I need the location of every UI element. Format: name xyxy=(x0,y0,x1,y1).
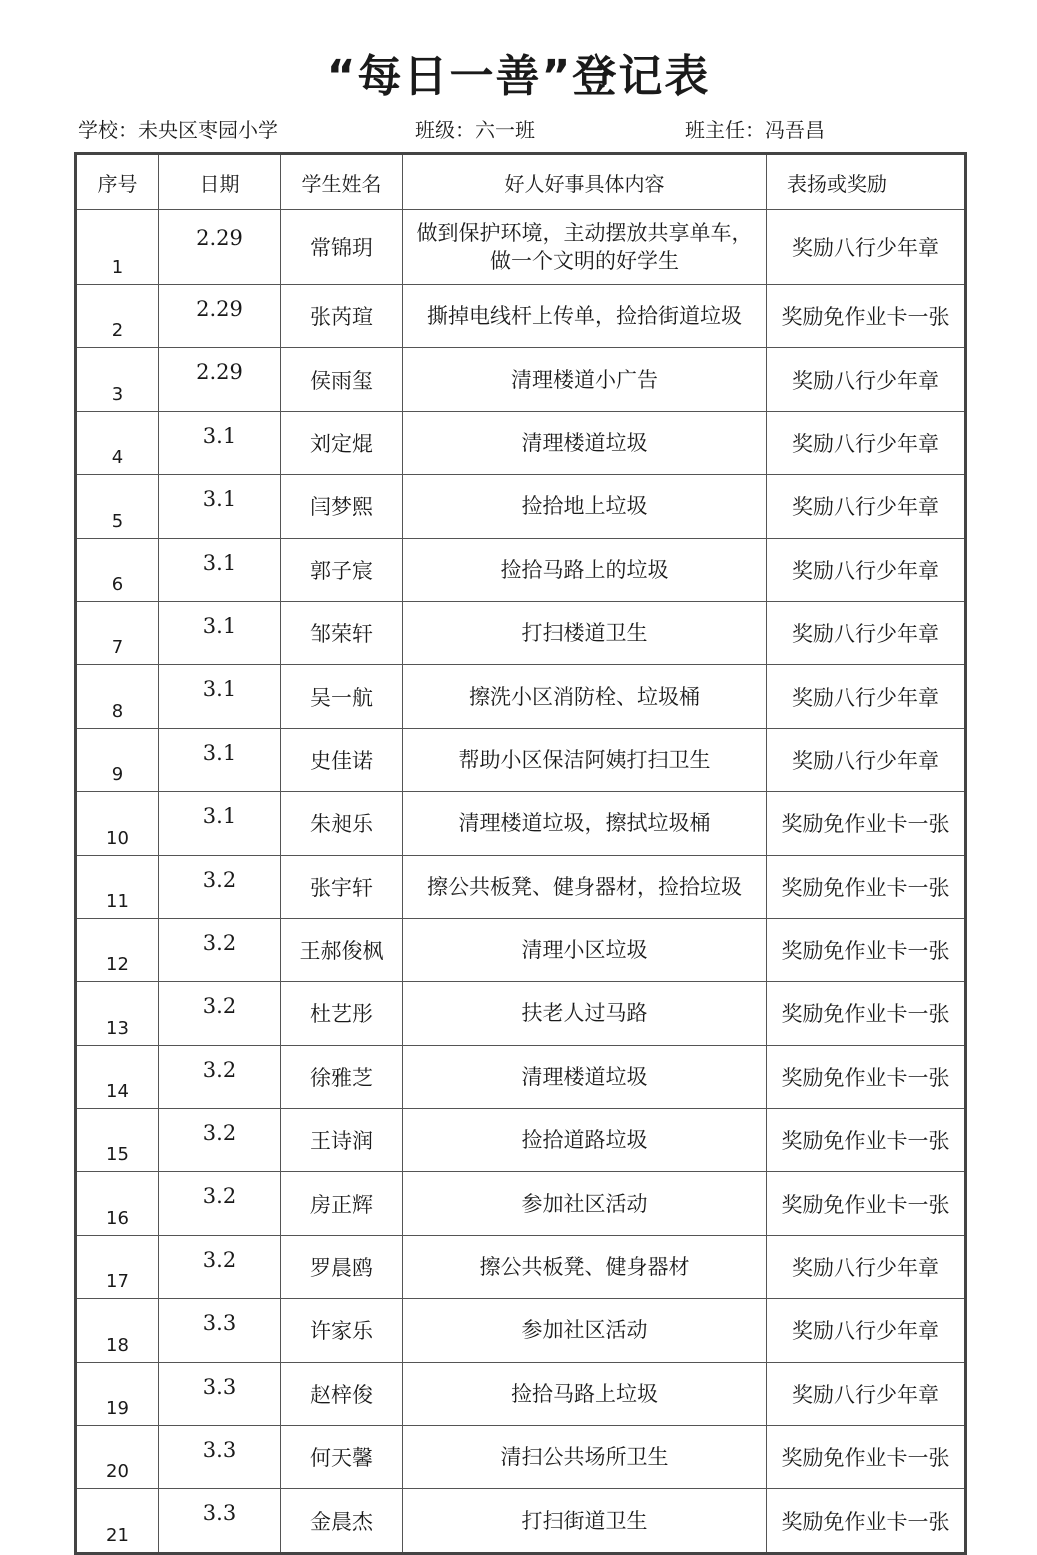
row-student-name: 侯雨玺 xyxy=(281,348,403,411)
teacher-label: 班主任：冯吾昌 xyxy=(685,118,825,142)
row-deed: 擦公共板凳、健身器材 xyxy=(403,1235,767,1298)
row-deed: 捡拾马路上垃圾 xyxy=(403,1362,767,1425)
row-reward: 奖励免作业卡一张 xyxy=(767,1045,966,1108)
row-date: 2.29 xyxy=(159,285,281,348)
row-reward: 奖励八行少年章 xyxy=(767,1299,966,1362)
table-row xyxy=(76,665,966,728)
row-date: 2.29 xyxy=(159,348,281,411)
row-date: 3.2 xyxy=(159,855,281,918)
header-student-name: 学生姓名 xyxy=(281,154,403,210)
row-date: 3.2 xyxy=(159,918,281,981)
table-row xyxy=(76,918,966,981)
row-number: 9 xyxy=(76,728,159,791)
row-number: 16 xyxy=(76,1172,159,1235)
row-reward: 奖励八行少年章 xyxy=(767,601,966,664)
row-number: 13 xyxy=(76,982,159,1045)
table-row xyxy=(76,1362,966,1425)
row-reward: 奖励八行少年章 xyxy=(767,210,966,285)
row-date: 3.2 xyxy=(159,1109,281,1172)
row-student-name: 罗晨鸥 xyxy=(281,1235,403,1298)
row-deed: 清扫公共场所卫生 xyxy=(403,1426,767,1489)
row-student-name: 杜艺彤 xyxy=(281,982,403,1045)
table-row xyxy=(76,1172,966,1235)
row-reward: 奖励八行少年章 xyxy=(767,1235,966,1298)
row-date: 3.1 xyxy=(159,601,281,664)
row-deed: 打扫楼道卫生 xyxy=(403,601,767,664)
row-date: 3.2 xyxy=(159,982,281,1045)
row-deed: 清理楼道垃圾 xyxy=(403,1045,767,1108)
table-row xyxy=(76,348,966,411)
row-reward: 奖励八行少年章 xyxy=(767,475,966,538)
row-student-name: 赵梓俊 xyxy=(281,1362,403,1425)
row-number: 4 xyxy=(76,411,159,474)
row-number: 6 xyxy=(76,538,159,601)
table-row xyxy=(76,1426,966,1489)
table-row xyxy=(76,285,966,348)
row-date: 3.1 xyxy=(159,538,281,601)
row-deed: 捡拾道路垃圾 xyxy=(403,1109,767,1172)
row-reward: 奖励免作业卡一张 xyxy=(767,1489,966,1553)
row-reward: 奖励免作业卡一张 xyxy=(767,855,966,918)
row-reward: 奖励八行少年章 xyxy=(767,728,966,791)
row-student-name: 朱昶乐 xyxy=(281,792,403,855)
row-student-name: 许家乐 xyxy=(281,1299,403,1362)
table-row xyxy=(76,1489,966,1553)
header-deed: 好人好事具体内容 xyxy=(403,154,767,210)
row-reward: 奖励免作业卡一张 xyxy=(767,1426,966,1489)
row-date: 3.1 xyxy=(159,475,281,538)
row-date: 3.3 xyxy=(159,1362,281,1425)
row-date: 3.2 xyxy=(159,1172,281,1235)
table-row xyxy=(76,1109,966,1172)
table-row xyxy=(76,855,966,918)
school-label: 学校：未央区枣园小学 xyxy=(78,118,278,142)
row-reward: 奖励免作业卡一张 xyxy=(767,285,966,348)
row-deed: 扶老人过马路 xyxy=(403,982,767,1045)
row-deed: 打扫街道卫生 xyxy=(403,1489,767,1553)
row-deed: 帮助小区保洁阿姨打扫卫生 xyxy=(403,728,767,791)
row-date: 3.1 xyxy=(159,728,281,791)
row-reward: 奖励免作业卡一张 xyxy=(767,1109,966,1172)
row-student-name: 刘定焜 xyxy=(281,411,403,474)
row-date: 3.1 xyxy=(159,792,281,855)
row-student-name: 邹荣轩 xyxy=(281,601,403,664)
row-reward: 奖励免作业卡一张 xyxy=(767,982,966,1045)
row-student-name: 徐雅芝 xyxy=(281,1045,403,1108)
row-date: 3.1 xyxy=(159,411,281,474)
row-date: 2.29 xyxy=(159,210,281,285)
row-date: 3.3 xyxy=(159,1299,281,1362)
row-deed: 清理小区垃圾 xyxy=(403,918,767,981)
table-row xyxy=(76,1299,966,1362)
row-student-name: 房正辉 xyxy=(281,1172,403,1235)
table-row xyxy=(76,538,966,601)
row-deed: 撕掉电线杆上传单，捡拾街道垃圾 xyxy=(403,285,767,348)
row-reward: 奖励八行少年章 xyxy=(767,538,966,601)
class-label: 班级：六一班 xyxy=(415,118,535,142)
row-date: 3.3 xyxy=(159,1426,281,1489)
row-number: 11 xyxy=(76,855,159,918)
row-reward: 奖励八行少年章 xyxy=(767,1362,966,1425)
row-number: 10 xyxy=(76,792,159,855)
row-student-name: 金晨杰 xyxy=(281,1489,403,1553)
row-student-name: 吴一航 xyxy=(281,665,403,728)
row-number: 2 xyxy=(76,285,159,348)
row-number: 18 xyxy=(76,1299,159,1362)
row-student-name: 王郝俊枫 xyxy=(281,918,403,981)
row-student-name: 张芮瑄 xyxy=(281,285,403,348)
row-deed: 清理楼道小广告 xyxy=(403,348,767,411)
row-deed: 做到保护环境，主动摆放共享单车，做一个文明的好学生 xyxy=(403,210,767,285)
table-row xyxy=(76,792,966,855)
row-date: 3.1 xyxy=(159,665,281,728)
table-row xyxy=(76,982,966,1045)
row-deed: 清理楼道垃圾 xyxy=(403,411,767,474)
row-deed: 捡拾地上垃圾 xyxy=(403,475,767,538)
header-reward: 表扬或奖励 xyxy=(767,154,966,210)
row-reward: 奖励八行少年章 xyxy=(767,411,966,474)
row-reward: 奖励免作业卡一张 xyxy=(767,1172,966,1235)
row-date: 3.3 xyxy=(159,1489,281,1553)
row-reward: 奖励免作业卡一张 xyxy=(767,792,966,855)
row-student-name: 何天馨 xyxy=(281,1426,403,1489)
row-number: 5 xyxy=(76,475,159,538)
row-student-name: 常锦玥 xyxy=(281,210,403,285)
table-row xyxy=(76,601,966,664)
row-student-name: 王诗润 xyxy=(281,1109,403,1172)
row-number: 19 xyxy=(76,1362,159,1425)
row-reward: 奖励八行少年章 xyxy=(767,665,966,728)
table-row xyxy=(76,1235,966,1298)
row-number: 7 xyxy=(76,601,159,664)
row-student-name: 史佳诺 xyxy=(281,728,403,791)
row-number: 15 xyxy=(76,1109,159,1172)
row-number: 17 xyxy=(76,1235,159,1298)
row-deed: 参加社区活动 xyxy=(403,1172,767,1235)
table-header-row xyxy=(76,154,966,210)
page-title: “每日一善”登记表 xyxy=(326,51,711,102)
row-number: 1 xyxy=(76,210,159,285)
row-date: 3.2 xyxy=(159,1235,281,1298)
row-deed: 擦洗小区消防栓、垃圾桶 xyxy=(403,665,767,728)
row-reward: 奖励免作业卡一张 xyxy=(767,918,966,981)
row-deed: 清理楼道垃圾，擦拭垃圾桶 xyxy=(403,792,767,855)
table-row xyxy=(76,210,966,285)
row-deed: 捡拾马路上的垃圾 xyxy=(403,538,767,601)
row-student-name: 郭子宸 xyxy=(281,538,403,601)
header-date: 日期 xyxy=(159,154,281,210)
register-table xyxy=(74,152,967,1555)
row-student-name: 张宇轩 xyxy=(281,855,403,918)
row-number: 20 xyxy=(76,1426,159,1489)
table-row xyxy=(76,475,966,538)
table-row xyxy=(76,411,966,474)
header-number: 序号 xyxy=(76,154,159,210)
row-deed: 擦公共板凳、健身器材，捡拾垃圾 xyxy=(403,855,767,918)
row-student-name: 闫梦熙 xyxy=(281,475,403,538)
row-number: 21 xyxy=(76,1489,159,1553)
row-number: 14 xyxy=(76,1045,159,1108)
row-number: 3 xyxy=(76,348,159,411)
row-date: 3.2 xyxy=(159,1045,281,1108)
row-deed: 参加社区活动 xyxy=(403,1299,767,1362)
table-row xyxy=(76,1045,966,1108)
row-reward: 奖励八行少年章 xyxy=(767,348,966,411)
row-number: 8 xyxy=(76,665,159,728)
table-row xyxy=(76,728,966,791)
row-number: 12 xyxy=(76,918,159,981)
